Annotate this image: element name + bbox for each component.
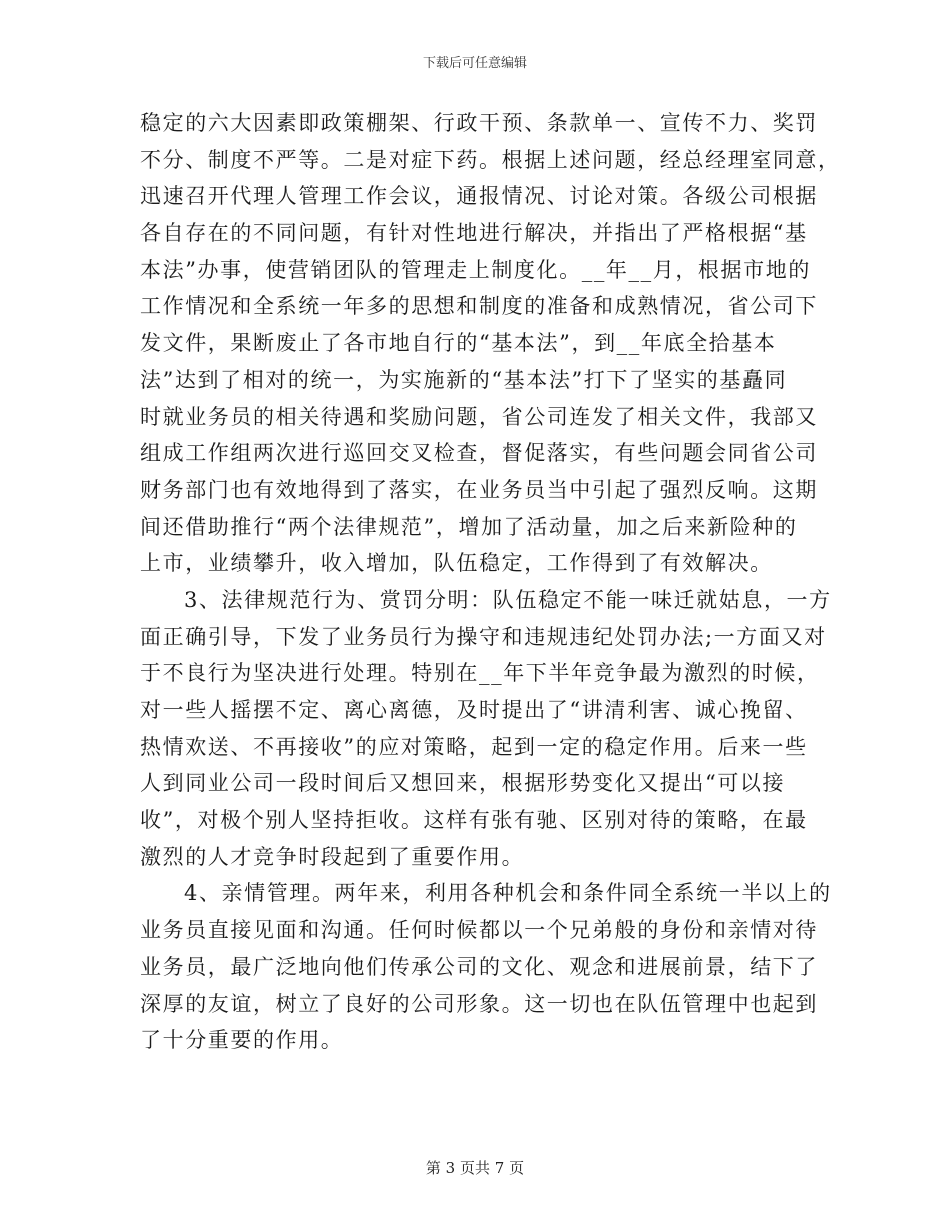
text-line: 对一些人摇摆不定、离心离德，及时提出了“讲清利害、诚心挽留、 — [140, 698, 808, 722]
text-line: 不分、制度不严等。二是对症下药。根据上述问题，经总经理室同意， — [140, 147, 841, 172]
text-line: 工作情况和全系统一年多的思想和制度的准备和成熟情况，省公司下 — [140, 294, 818, 319]
text-line: 收”，对极个别人坚持拒收。这样有张有驰、区别对待的策略，在最 — [140, 808, 808, 833]
text-line: 面正确引导，下发了业务员行为操守和违规违纪处罚办法;一方面又对 — [140, 624, 827, 649]
text-line: 发文件，果断废止了各市地自行的“基本法”，到__年底全拾基本 — [140, 331, 777, 356]
page-footer: 第 3 页共 7 页 — [425, 1159, 525, 1177]
text-line: 4、亲情管理。两年来，利用各种机会和条件同全系统一半以上的 — [184, 881, 832, 906]
text-line: 本法”办事，使营销团队的管理走上制度化。__年__月，根据市地的 — [140, 257, 811, 282]
text-line: 法”达到了相对的统一，为实施新的“基本法”打下了坚实的基矗同 — [140, 367, 788, 392]
text-line: 稳定的六大因素即政策棚架、行政干预、条款单一、宣传不力、奖罚 — [140, 111, 818, 135]
text-line: 时就业务员的相关待遇和奖励问题，省公司连发了相关文件，我部又 — [140, 404, 818, 429]
text-line: 各自存在的不同问题，有针对性地进行解决，并指出了严格根据“基 — [140, 221, 808, 246]
paragraph — [140, 582, 832, 876]
paragraph — [140, 875, 832, 1058]
text-line: 间还借助推行“两个法律规范”，增加了活动量，加之后来新险种的 — [140, 514, 798, 539]
text-line: 业务员直接见面和沟通。任何时候都以一个兄弟般的身份和亲情对待 — [140, 918, 818, 943]
text-line: 上市，业绩攀升，收入增加，队伍稳定，工作得到了有效解决。 — [140, 551, 773, 576]
document-body — [140, 105, 841, 1059]
page-header: 下载后可任意编辑 — [422, 56, 527, 71]
text-line: 人到同业公司一段时间后又想回来，根据形势变化又提出“可以接 — [140, 771, 786, 796]
text-line: 业务员，最广泛地向他们传承公司的文化、观念和进展前景，结下了 — [140, 954, 818, 979]
text-line: 于不良行为坚决进行处理。特别在__年下半年竞争最为激烈的时候， — [140, 661, 820, 686]
paragraph — [140, 105, 841, 582]
text-line: 深厚的友谊，树立了良好的公司形象。这一切也在队伍管理中也起到 — [140, 991, 818, 1016]
text-line: 热情欢送、不再接收”的应对策略，起到一定的稳定作用。后来一些 — [140, 734, 808, 759]
text-line: 3、法律规范行为、赏罚分明：队伍稳定不能一味迁就姑息，一方 — [184, 587, 832, 612]
text-line: 财务部门也有效地得到了落实，在业务员当中引起了强烈反响。这期 — [140, 477, 818, 502]
text-line: 迅速召开代理人管理工作会议，通报情况、讨论对策。各级公司根据 — [140, 184, 818, 209]
text-line: 组成工作组两次进行巡回交叉检查，督促落实，有些问题会同省公司 — [140, 441, 818, 466]
text-line: 了十分重要的作用。 — [140, 1028, 344, 1053]
text-line: 激烈的人才竞争时段起到了重要作用。 — [140, 844, 525, 869]
